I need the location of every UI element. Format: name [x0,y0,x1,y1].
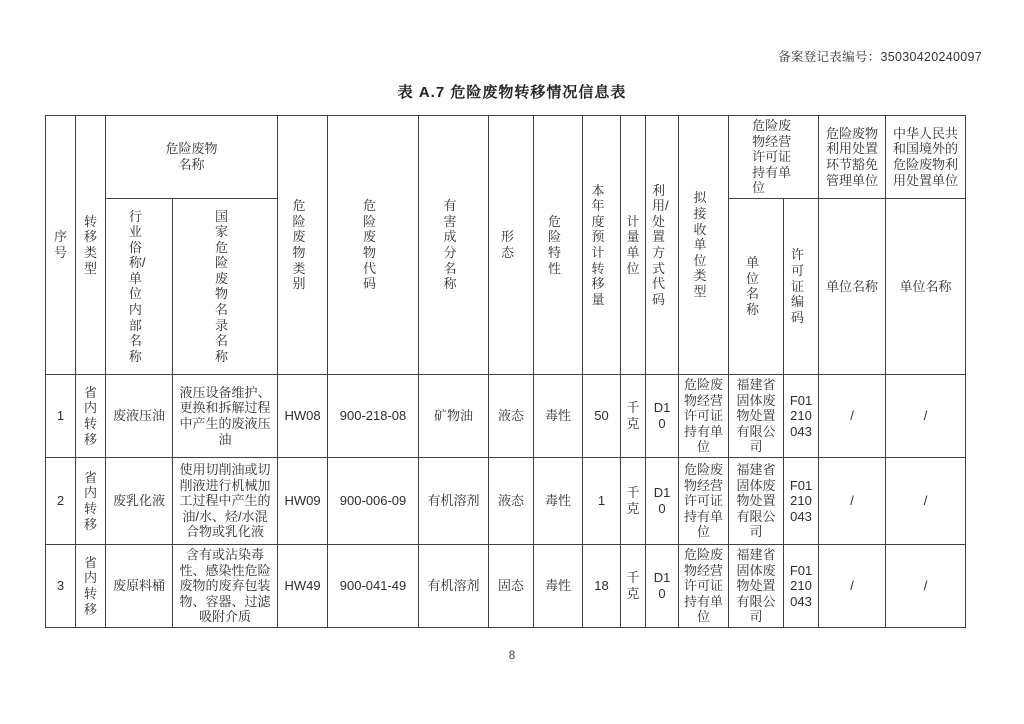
cell-license-unit-name: 福建省固体废物处置有限公司 [729,374,784,457]
header-catalog-name [173,198,278,374]
header-common-name-label: 行业俗称/单位内部名称 [128,208,146,364]
header-physical-form-label: 形态 [500,229,514,260]
cell-license-unit-name: 福建省固体废物处置有限公司 [729,457,784,544]
header-category-label: 危险废物类别 [292,198,306,292]
cell-harmful-component: 矿物油 [419,374,489,457]
cell-common-name: 废原料桶 [106,544,173,627]
header-overseas-group: 中华人民共和国境外的危险废物利用处置单位 [886,116,966,199]
cell-disposal-code [646,457,679,544]
cell-common-name: 废液压油 [106,374,173,457]
cell-category: HW49 [278,544,328,627]
header-disposal-code-label: 利用/处置方式代码 [651,182,669,307]
header-catalog-name-label: 国家危险废物名录名称 [214,208,228,364]
cell-harmful-component: 有机溶剂 [419,457,489,544]
table-row [46,457,966,544]
cell-unit: 千克 [621,457,646,544]
cell-annual-amount: 18 [583,544,621,627]
cell-hazard-property: 毒性 [534,457,583,544]
cell-seq: 1 [46,374,76,457]
cell-overseas-unit-name: / [886,374,966,457]
header-license-holder-group-label: 危险废物经营许可证持有单位 [752,118,792,196]
cell-license-code: F01210043 [784,544,819,627]
header-harmful-component-label: 有害成分名称 [443,198,457,292]
cell-disposal-code [646,374,679,457]
cell-physical-form: 液态 [489,457,534,544]
header-license-code-label: 许可证编码 [790,247,804,325]
header-annual-amount [583,116,621,375]
cell-transfer-type: 省内转移 [76,544,106,627]
table-row [46,374,966,457]
header-exempt-group: 危险废物利用处置环节豁免管理单位 [819,116,886,199]
header-harmful-component [419,116,489,375]
cell-overseas-unit-name: / [886,544,966,627]
cell-common-name: 废乳化液 [106,457,173,544]
cell-code: 900-041-49 [328,544,419,627]
cell-physical-form: 液态 [489,374,534,457]
header-annual-amount-label: 本年度预计转移量 [591,182,605,307]
cell-receiver-type: 危险废物经营许可证持有单位 [679,457,729,544]
cell-code: 900-006-09 [328,457,419,544]
cell-disposal-code-value: D10 [653,570,671,601]
cell-hazard-property: 毒性 [534,544,583,627]
header-license-unit-name [729,198,784,374]
cell-disposal-code-value: D10 [653,400,671,431]
header-transfer-type: 转移类型 [76,116,106,375]
cell-exempt-unit-name: / [819,374,886,457]
header-license-holder-group [729,116,819,199]
header-overseas-unit-name: 单位名称 [886,198,966,374]
cell-category: HW08 [278,374,328,457]
header-receiver-type-label: 拟接收单位类型 [693,190,707,299]
cell-code: 900-218-08 [328,374,419,457]
cell-category: HW09 [278,457,328,544]
header-waste-name-group [106,116,278,199]
hazardous-waste-transfer-table [45,115,966,628]
cell-annual-amount: 1 [583,457,621,544]
cell-disposal-code-value: D10 [653,485,671,516]
cell-catalog-name: 液压设备维护、更换和拆解过程中产生的废液压油 [173,374,278,457]
cell-license-code: F01210043 [784,374,819,457]
cell-exempt-unit-name: / [819,457,886,544]
header-code [328,116,419,375]
header-category [278,116,328,375]
cell-unit: 千克 [621,374,646,457]
registration-number [778,47,982,65]
header-license-unit-name-label: 单位名称 [745,255,759,318]
cell-catalog-name: 含有或沾染毒性、感染性危险废物的废弃包装物、容器、过滤吸附介质 [173,544,278,627]
registration-number-value: 35030420240097 [880,50,982,64]
page-title: 表 A.7 危险废物转移情况信息表 [397,84,627,101]
cell-hazard-property: 毒性 [534,374,583,457]
cell-overseas-unit-name: / [886,457,966,544]
header-unit: 计量单位 [621,116,646,375]
header-receiver-type [679,116,729,375]
header-hazard-property [534,116,583,375]
cell-disposal-code [646,544,679,627]
cell-transfer-type: 省内转移 [76,374,106,457]
header-hazard-property-label: 危险特性 [547,213,561,276]
header-exempt-unit-name: 单位名称 [819,198,886,374]
header-common-name [106,198,173,374]
cell-seq: 3 [46,544,76,627]
cell-receiver-type: 危险废物经营许可证持有单位 [679,544,729,627]
header-seq: 序号 [46,116,76,375]
cell-seq: 2 [46,457,76,544]
cell-transfer-type: 省内转移 [76,457,106,544]
header-disposal-code [646,116,679,375]
table-row [46,544,966,627]
cell-receiver-type: 危险废物经营许可证持有单位 [679,374,729,457]
cell-exempt-unit-name: / [819,544,886,627]
registration-number-label: 备案登记表编号： [778,50,881,64]
header-license-code [784,198,819,374]
cell-catalog-name: 使用切削油或切削液进行机械加工过程中产生的油/水、烃/水混合物或乳化液 [173,457,278,544]
cell-license-code: F01210043 [784,457,819,544]
cell-physical-form: 固态 [489,544,534,627]
cell-harmful-component: 有机溶剂 [419,544,489,627]
header-code-label: 危险废物代码 [362,198,376,292]
page-number: 8 [508,648,516,662]
header-waste-name-group-label: 危险废物名称 [165,141,218,172]
cell-license-unit-name: 福建省固体废物处置有限公司 [729,544,784,627]
cell-unit: 千克 [621,544,646,627]
cell-annual-amount: 50 [583,374,621,457]
header-physical-form [489,116,534,375]
